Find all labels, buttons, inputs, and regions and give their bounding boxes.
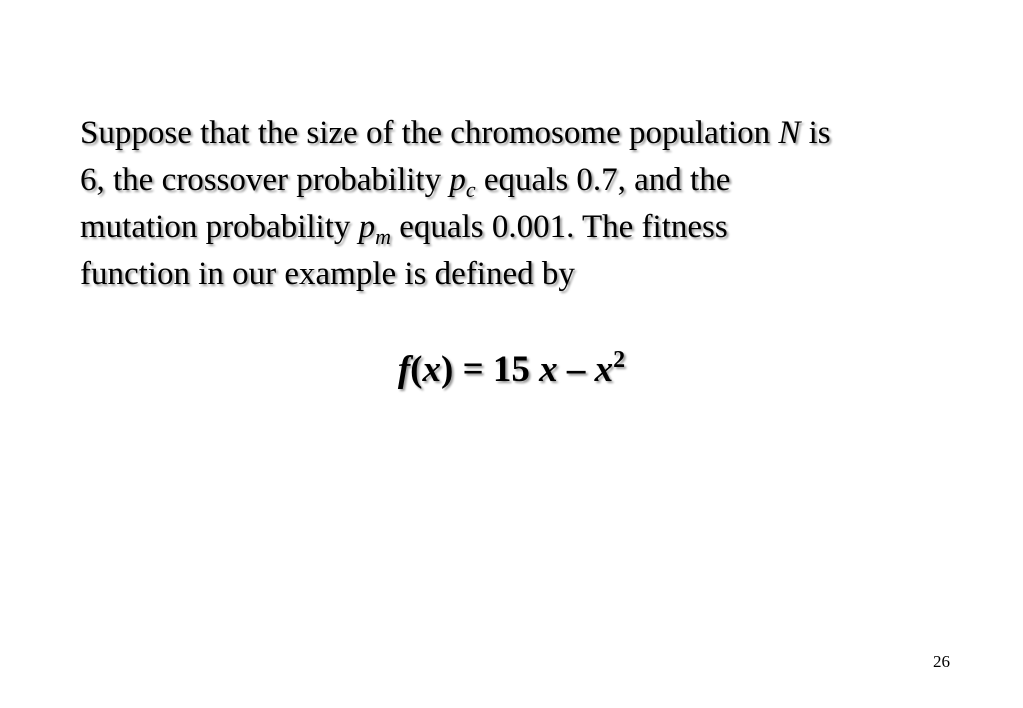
population-size-variable: N [778,115,801,151]
fitness-function-formula [0,348,1023,391]
problem-statement [80,110,990,298]
crossover-probability-variable: p [449,162,466,198]
statement-line-3 [80,204,990,251]
page-number: 26 [933,652,950,671]
formula-square-variable: x [594,349,614,390]
statement-text: equals 0.001. The fitness [391,209,728,245]
formula-exponent: 2 [613,347,626,373]
statement-text: mutation probability [80,209,359,245]
formula-linear-variable: x [539,349,558,390]
statement-line-4: function in our example is defined by [80,256,575,292]
crossover-subscript: c [465,177,476,202]
mutation-probability-variable: p [358,209,376,245]
formula-minus: – [557,349,595,390]
statement-text: equals 0.7, and the [475,162,731,198]
mutation-subscript: m [375,224,392,249]
formula-paren: ( [410,349,423,390]
statement-text: 6, the crossover probability [80,162,450,198]
statement-text: is [800,115,831,151]
statement-text: Suppose that the size of the chromosome population [80,115,779,151]
formula-function-name: f [397,349,411,390]
formula-argument: x [422,349,441,390]
formula-equals-coefficient: ) = 15 [441,349,540,390]
statement-line-1 [80,110,990,157]
statement-line-2 [80,157,990,204]
